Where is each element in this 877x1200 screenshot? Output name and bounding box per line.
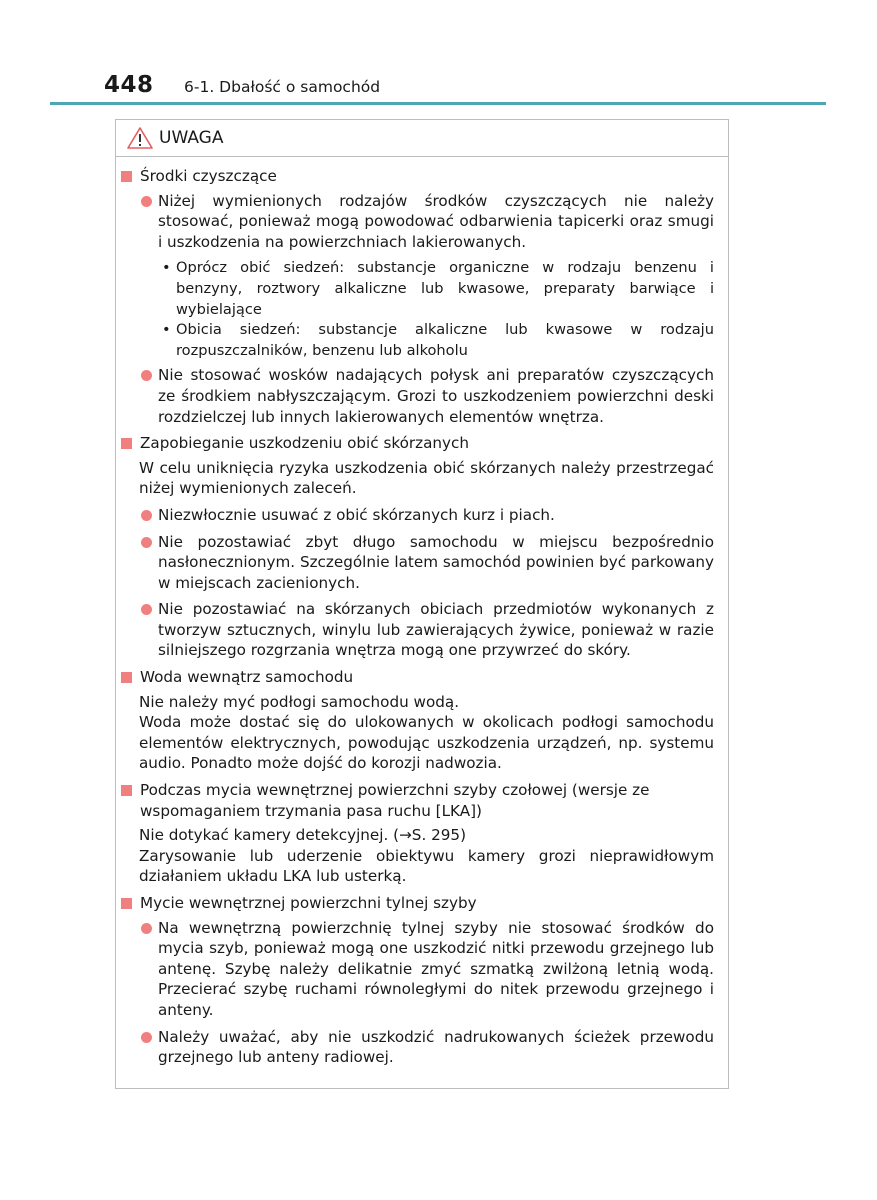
dot-bullet-icon: • [162, 321, 171, 339]
list-item: Należy uważać, aby nie uszkodzić nadrukowanych ścieżek przewodu grzejnego lub anteny radiowej. [116, 1027, 728, 1068]
paragraph: W celu uniknięcia ryzyka uszkodzenia obić skórzanych należy przestrzegać niżej wymienionych zaleceń. [139, 458, 714, 498]
warning-triangle-icon [126, 126, 154, 150]
sub-list-item: • Oprócz obić siedzeń: substancje organiczne w rodzaju benzenu i benzyny, roztwory alkaliczne lub kwasowe, preparaty barwiące i wybielające [162, 259, 714, 318]
dot-bullet-icon: • [162, 259, 171, 277]
header-rule [50, 102, 826, 105]
square-bullet-icon [121, 898, 132, 909]
warning-box [115, 119, 729, 1089]
circle-bullet-icon [141, 923, 152, 934]
paragraph: Nie dotykać kamery detekcyjnej. (→S. 295) [139, 826, 467, 845]
warning-content [116, 166, 728, 1074]
page-number: 448 [104, 72, 154, 98]
list-item: Niżej wymienionych rodzajów środków czyszczących nie należy stosować, ponieważ mogą powodować odbarwienia tapicerki oraz smugi i uszkodzenia na powierzchniach lakierowanych. [116, 191, 728, 253]
page-header [0, 0, 877, 106]
section-heading: Środki czyszczące [116, 166, 728, 187]
square-bullet-icon [121, 672, 132, 683]
section-title: 6-1. Dbałość o samochód [184, 78, 381, 96]
paragraph: Zarysowanie lub uderzenie obiektywu kamery grozi nieprawidłowym działaniem układu LKA lub usterką. [139, 846, 714, 886]
list-item: Niezwłocznie usuwać z obić skórzanych kurz i piach. [116, 505, 728, 526]
circle-bullet-icon [141, 510, 152, 521]
list-item: Nie pozostawiać na skórzanych obiciach przedmiotów wykonanych z tworzyw sztucznych, winylu lub zawierających żywice, ponieważ w razie silniejszego rozgrzania wnętrza mogą one przywrzeć do skóry. [116, 599, 728, 661]
list-item: Na wewnętrzną powierzchnię tylnej szyby nie stosować środków do mycia szyb, ponieważ mogą one uszkodzić nitki przewodu grzejnego lub antenę. Szybę należy delikatnie zmyć szmatką zwilżoną letnią wodą. Przecierać szybę ruchami równoległymi do nitek przewodu grzejnego i anteny. [116, 918, 728, 1021]
warning-label: UWAGA [159, 128, 224, 148]
circle-bullet-icon [141, 1032, 152, 1043]
circle-bullet-icon [141, 370, 152, 381]
square-bullet-icon [121, 171, 132, 182]
circle-bullet-icon [141, 196, 152, 207]
section-heading: Mycie wewnętrznej powierzchni tylnej szyby [116, 893, 728, 914]
section-heading: Zapobieganie uszkodzeniu obić skórzanych [116, 433, 728, 454]
section-heading: Podczas mycia wewnętrznej powierzchni szyby czołowej (wersje ze wspomaganiem trzymania pasa ruchu [LKA]) [116, 780, 728, 821]
paragraph: Nie należy myć podłogi samochodu wodą. [139, 692, 460, 711]
list-item: Nie pozostawiać zbyt długo samochodu w miejscu bezpośrednio nasłonecznionym. Szczególnie latem samochód powinien być parkowany w miejscach zacienionych. [116, 532, 728, 594]
circle-bullet-icon [141, 537, 152, 548]
warning-header [116, 120, 728, 157]
list-item: Nie stosować wosków nadających połysk ani preparatów czyszczących ze środkiem nabłyszczającym. Grozi to uszkodzeniem powierzchni deski rozdzielczej lub innych lakierowanych elementów wnętrza. [116, 365, 728, 427]
square-bullet-icon [121, 785, 132, 796]
paragraph: Woda może dostać się do ulokowanych w okolicach podłogi samochodu elementów elektrycznych, powodując uszkodzenia urządzeń, np. systemu audio. Ponadto może dojść do korozji nadwozia. [139, 713, 714, 773]
section-heading: Woda wewnątrz samochodu [116, 667, 728, 688]
circle-bullet-icon [141, 604, 152, 615]
sub-list-item: • Obicia siedzeń: substancje alkaliczne lub kwasowe w rodzaju rozpuszczalników, benzenu lub alkoholu [162, 321, 714, 359]
square-bullet-icon [121, 438, 132, 449]
